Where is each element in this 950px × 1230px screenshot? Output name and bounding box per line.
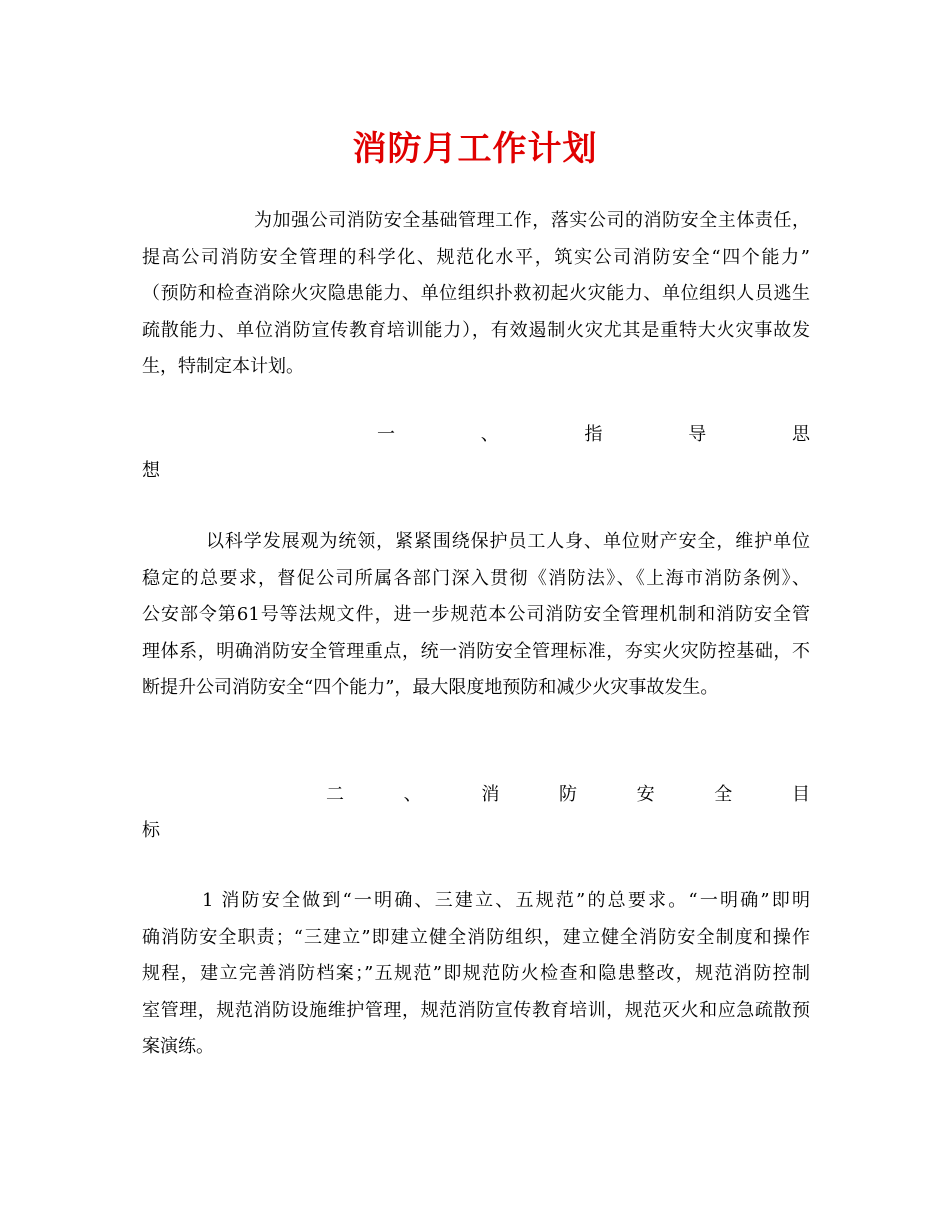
- section2-line: 确消防安全职责；“三建立”即建立健全消防组织，建立健全消防安全制度和操作: [142, 926, 810, 948]
- heading-char: 思: [792, 424, 810, 445]
- intro-line: 生，特制定本计划。: [142, 356, 304, 377]
- section2-line: 规程，建立完善消防档案；”五规范”即规范防火检查和隐患整改，规范消防控制: [142, 963, 810, 984]
- heading-char: 指: [584, 424, 603, 445]
- heading-char: 防: [558, 784, 577, 805]
- heading-char: 、: [403, 784, 422, 805]
- section2-line: 案演练。: [142, 1036, 214, 1057]
- section1-line: 稳定的总要求，督促公司所属各部门深入贯彻《消防法》、《上海市消防条例》、: [142, 567, 810, 589]
- section1-heading-row: [142, 417, 810, 453]
- heading-char: 导: [688, 424, 707, 445]
- document-title: 消防月工作计划: [352, 129, 598, 169]
- heading-char: 安: [636, 784, 655, 805]
- intro-line: 疏散能力、单位消防宣传教育培训能力），有效遏制火灾尤其是重特大火灾事故发: [142, 319, 810, 341]
- heading-char: 消: [481, 784, 500, 805]
- heading-char: 全: [714, 784, 733, 805]
- section1-heading: [142, 417, 810, 489]
- section1-line: 以科学发展观为统领，紧紧围绕保护员工人身、单位财产安全，维护单位: [206, 531, 810, 552]
- heading-char: 目: [791, 784, 810, 805]
- section2-heading: [142, 777, 810, 849]
- intro-line: 提高公司消防安全管理的科学化、规范化水平，筑实公司消防安全“四个能力”: [142, 246, 810, 268]
- section1-line: 公安部令第61号等法规文件，进一步规范本公司消防安全管理机制和消防安全管: [142, 604, 810, 625]
- section1-heading-tail: 想: [142, 460, 160, 481]
- intro-line: 为加强公司消防安全基础管理工作，落实公司的消防安全主体责任，: [254, 210, 810, 231]
- section2-heading-row: [142, 777, 810, 813]
- heading-char: 一: [377, 424, 395, 445]
- section1-line: 断提升公司消防安全“四个能力”，最大限度地预防和减少火灾事故发生。: [142, 677, 719, 698]
- section2-line: 1 消防安全做到“一明确、三建立、五规范”的总要求。“一明确”即明: [202, 890, 810, 911]
- section2-heading-tail: 标: [142, 820, 160, 841]
- intro-paragraph: [142, 203, 810, 386]
- section1-paragraph: [142, 524, 810, 707]
- intro-line: （预防和检查消除火灾隐患能力、单位组织扑救初起火灾能力、单位组织人员逃生: [142, 283, 810, 304]
- heading-char: 、: [480, 424, 499, 445]
- section2-paragraph: [142, 883, 810, 1066]
- heading-char: 二: [326, 784, 344, 805]
- section2-line: 室管理，规范消防设施维护管理，规范消防宣传教育培训，规范灭火和应急疏散预: [142, 999, 810, 1021]
- section1-line: 理体系，明确消防安全管理重点，统一消防安全管理标准，夯实火灾防控基础，不: [142, 640, 810, 662]
